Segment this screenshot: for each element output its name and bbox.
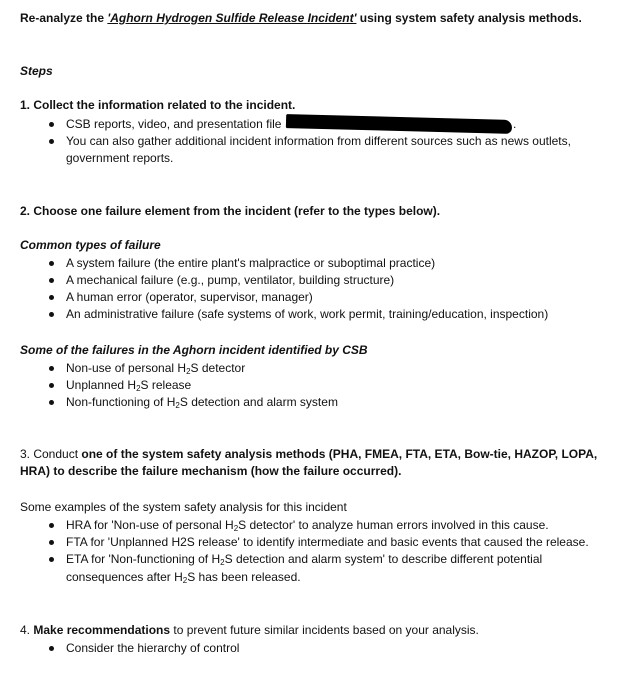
example3-continuation: consequences after $H_2S$ has been released. bbox=[66, 570, 301, 585]
step3-heading-line2: HRA) to describe the failure mechanism (how the failure occurred). bbox=[20, 464, 402, 478]
redaction-trailing-period: . bbox=[513, 117, 517, 131]
title-prefix: Re-analyze the bbox=[20, 11, 108, 25]
step1-heading: 1. Collect the information related to the incident. bbox=[20, 98, 296, 112]
list-item: A mechanical failure (e.g., pump, ventilator, building structure) bbox=[20, 272, 548, 289]
list-item: HRA for 'Non-use of personal $H_2S$ detector' to analyze human errors involved in this cause. bbox=[20, 517, 589, 534]
list-item: Consider the hierarchy of control bbox=[20, 640, 239, 657]
title-suffix: using system safety analysis methods. bbox=[356, 11, 582, 25]
csb-failures-heading: Some of the failures in the Aghorn incident identified by CSB bbox=[20, 343, 368, 357]
list-item: Non-functioning of $H_2S$ detection and alarm system bbox=[20, 394, 338, 411]
step4-heading: 4. Make recommendations to prevent future similar incidents based on your analysis. bbox=[20, 623, 479, 637]
step2-heading: 2. Choose one failure element from the incident (refer to the types below). bbox=[20, 204, 441, 218]
step4-list bbox=[20, 640, 239, 657]
document-title bbox=[20, 10, 582, 27]
examples-list bbox=[20, 517, 589, 568]
list-item: ETA for 'Non-functioning of $H_2S$ detection and alarm system' to describe different potential bbox=[20, 551, 589, 568]
common-types-list bbox=[20, 255, 548, 323]
list-item: Non-use of personal $H_2S$ detector bbox=[20, 360, 338, 377]
list-item: A human error (operator, supervisor, manager) bbox=[20, 289, 548, 306]
list-item: CSB reports, video, and presentation file bbox=[20, 116, 571, 133]
common-types-heading: Common types of failure bbox=[20, 238, 161, 252]
step1-bullet2-continuation: government reports. bbox=[66, 151, 174, 165]
list-item: FTA for 'Unplanned H2S release' to identify intermediate and basic events that caused the release. bbox=[20, 534, 589, 551]
list-item: A system failure (the entire plant's malpractice or suboptimal practice) bbox=[20, 255, 548, 272]
list-item: You can also gather additional incident information from different sources such as news outlets, bbox=[20, 133, 571, 150]
examples-intro: Some examples of the system safety analysis for this incident bbox=[20, 500, 347, 514]
steps-heading: Steps bbox=[20, 64, 53, 78]
list-item: An administrative failure (safe systems of work, work permit, training/education, inspection) bbox=[20, 306, 548, 323]
csb-failures-list bbox=[20, 360, 338, 411]
incident-name: 'Aghorn Hydrogen Sulfide Release Incident' bbox=[107, 11, 357, 25]
step3-heading: 3. Conduct one of the system safety analysis methods (PHA, FMEA, FTA, ETA, Bow-tie, HAZOP, LOPA, bbox=[20, 447, 598, 461]
list-item: Unplanned $H_2S$ release bbox=[20, 377, 338, 394]
